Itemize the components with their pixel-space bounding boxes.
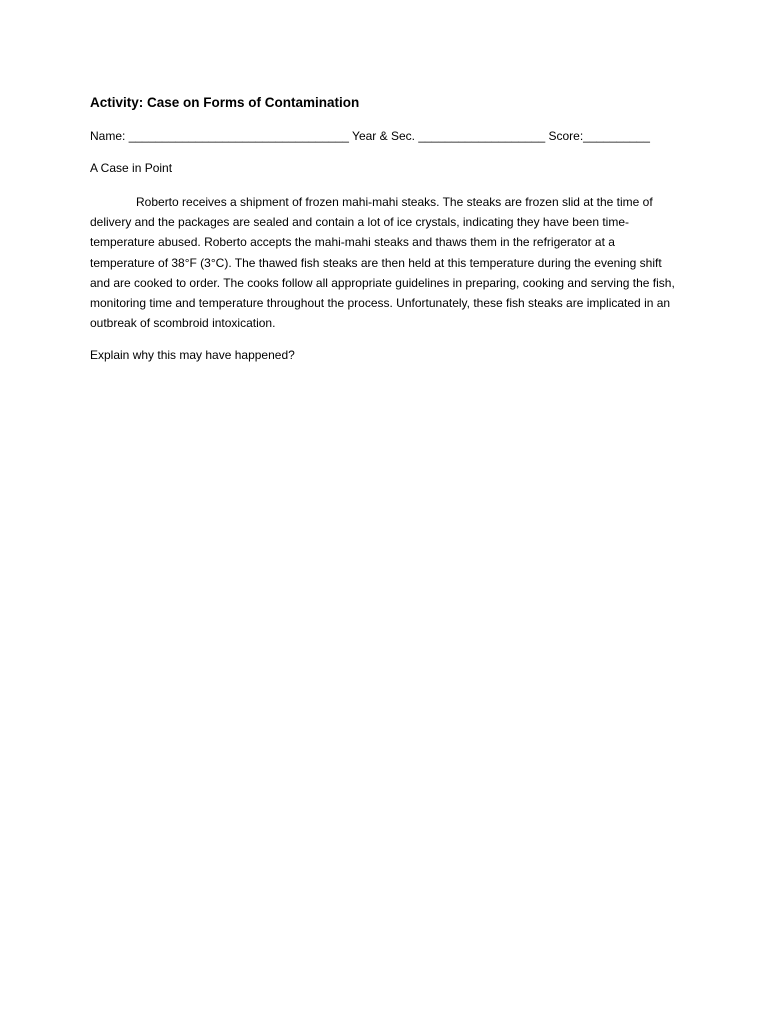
name-blank: _________________________________ <box>128 129 349 143</box>
year-section-label: Year & Sec. <box>348 129 419 143</box>
year-section-blank: ___________________ <box>418 129 546 143</box>
score-blank: __________ <box>583 129 650 143</box>
score-label: Score: <box>545 129 584 143</box>
name-label: Name: <box>90 129 129 143</box>
case-paragraph: Roberto receives a shipment of frozen mahi-mahi steaks. The steaks are frozen slid at the time of delivery and the packages are sealed and contain a lot of ice crystals, indicating they have been time-temperature abused. Roberto accepts the mahi-mahi steaks and thaws them in the refrigerator at a temperature of 38°F (3°C). The thawed fish steaks are then held at this temperature during the evening shift and are cooked to order. The cooks follow all appropriate guidelines in preparing, cooking and serving the fish, monitoring time and temperature throughout the process. Unfortunately, these fish steaks are implicated in an outbreak of scombroid intoxication. <box>90 195 675 331</box>
question-text: Explain why this may have happened? <box>90 348 295 363</box>
section-heading: A Case in Point <box>90 161 173 175</box>
student-info-line <box>90 128 678 144</box>
document-title: Activity: Case on Forms of Contamination <box>90 95 360 110</box>
document-page <box>90 94 678 363</box>
